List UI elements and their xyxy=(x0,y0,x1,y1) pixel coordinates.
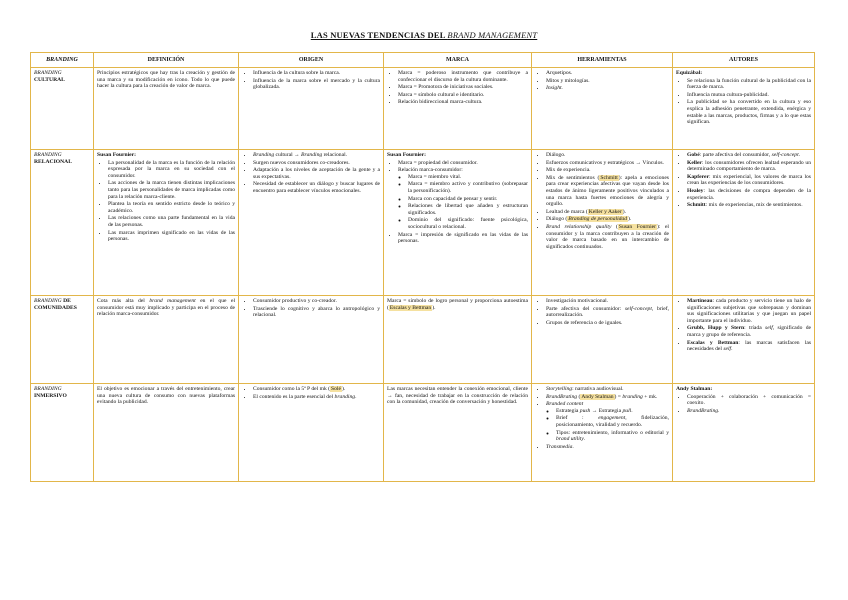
row-comunidades xyxy=(31,296,815,384)
list-item: • Consumidor como la 5ª P del mk (Solé). xyxy=(253,386,380,393)
inmersivo-definicion: El objetivo es emocionar a través del entretenimiento, crear una nueva cultura de consumo con nuevas plataformas evitando la publicidad. xyxy=(94,384,239,482)
row-cultural xyxy=(31,68,815,150)
relacional-herramientas xyxy=(532,150,673,296)
list-item: • Brand relationship quality (Susan Fournier): el consumidor y la marca contribuyen a la creación de valor de marca basado en un intercambio de significados continuados. xyxy=(546,224,669,250)
list-item: • Keller: los consumidores ofrecen lealtad esperando un determinado comportamiento de marca. xyxy=(687,160,811,173)
list-item: • La publicidad se ha convertido en la cultura y eso explica la adhesión penetrante, extendida, enérgica y estable a las marcas, productos, firmas y a lo que estas significan. xyxy=(687,99,811,125)
list-item: ◦ Tipos: entretenimiento, informativo o editorial y brand utility. xyxy=(556,430,669,443)
author-name: Equizábal: xyxy=(676,70,703,76)
comunidades-herramientas xyxy=(532,296,673,384)
header-definicion: DEFINICIÓN xyxy=(94,53,239,68)
list-item: • Grubb, Hupp y Stern: tríada self, significado de marca y grupo de referencia. xyxy=(687,325,811,338)
list-item: • Healey: las decisiones de compra dependen de la experiencia. xyxy=(687,188,811,201)
list-item: • Escalas y Bettman: las marcas satisfacen las necesidades del self. xyxy=(687,340,811,353)
list-item: • Marca = símbolo cultural e identitario. xyxy=(398,92,528,99)
row-inmersivo xyxy=(31,384,815,482)
list-item: • Marca = impresión de significado en las vidas de las personas. xyxy=(398,232,528,245)
author-name: Susan Fournier: xyxy=(97,152,137,158)
list-item: ◦ Relaciones de libertad que añaden y estructuran significados. xyxy=(408,203,528,216)
list-item: • Plantea la teoría en sentido estricto desde lo teórico y académico. xyxy=(108,201,235,214)
list-item: • Schmitt: mix de experiencias, mix de sentimientos. xyxy=(687,202,811,209)
comunidades-origen xyxy=(239,296,384,384)
list-item: • Influencia mutua cultura-publicidad. xyxy=(687,92,811,99)
header-herramientas: HERRAMIENTAS xyxy=(532,53,673,68)
inmersivo-autores xyxy=(673,384,815,482)
list-item: • Parte afectiva del consumidor: self-concept, brief, autorrealización. xyxy=(546,306,669,319)
list-item: • Mix de sentimientos (Schmitt): apela a emociones para crear experiencias afectivas que vayan desde los estados de ánimo ligeramente positivos vinculados a una marca hasta fuertes emociones de alegría y orgullo. xyxy=(546,175,669,208)
header-marca: MARCA xyxy=(384,53,532,68)
list-item: • Las marcas imprimen significado en las vidas de las personas. xyxy=(108,230,235,243)
relacional-origen xyxy=(239,150,384,296)
list-item: • Branding cultural → Branding relacional. xyxy=(253,152,380,159)
relacional-autores xyxy=(673,150,815,296)
list-item: • Martineau: cada producto y servicio tiene un halo de significaciones subjetivas que sobrepasan y dominan sus significaciones utilitarias y que juegan un papel importante para el individuo. xyxy=(687,298,811,324)
list-item: ◦ Brief : engagement, fidelización, posicionamiento, viralidad y recuerdo. xyxy=(556,415,669,428)
comunidades-marca: Marca = símbolo de logro personal y proporciona autoestima (Escalas y Bettman). xyxy=(384,296,532,384)
rowhead-inmersivo: BRANDING INMERSIVO xyxy=(31,384,94,482)
list-item: ◦ Dominio del significado: fuente psicológica, sociocultural o relacional. xyxy=(408,217,528,230)
header-branding: BRANDING xyxy=(31,53,94,68)
list-item: • Las acciones de la marca tienen distintas implicaciones tanto para las personalidades de marca implicadas como para la relación marca-cliente. xyxy=(108,180,235,200)
list-item: • BrandBrating. xyxy=(687,408,811,415)
list-item: • Consumidor productivo y co-creador. xyxy=(253,298,380,305)
header-origen: ORIGEN xyxy=(239,53,384,68)
inmersivo-origen xyxy=(239,384,384,482)
list-item: • Investigación motivacional. xyxy=(546,298,669,305)
rowhead-comunidades: BRANDING DE COMUNIDADES xyxy=(31,296,94,384)
comunidades-definicion: Cota más alta del brand management en el que el consumidor está muy implicado y participa en el proceso de relación marca-consumidor. xyxy=(94,296,239,384)
list-item: • Insight. xyxy=(546,85,669,92)
list-item: • Esfuerzos comunicativos y estratégicos → Vínculos. xyxy=(546,160,669,167)
list-item: • BrandBrating (Andy Stalman) = branding + mk. xyxy=(546,394,669,401)
list-item: • Storytelling: narrativa audiovisual. xyxy=(546,386,669,393)
list-item: • Marca = poderoso instrumento que contribuye a confeccionar el discurso de la cultura dominante. xyxy=(398,70,528,83)
list-item: • Transmedia. xyxy=(546,444,669,451)
brand-management-table xyxy=(30,52,815,482)
list-item: • Mix de experiencia. xyxy=(546,167,669,174)
list-item: • Trasciende lo cognitivo y abarca lo antropológico y relacional. xyxy=(253,306,380,319)
relacional-definicion xyxy=(94,150,239,296)
list-item: • Mitos y mitologías. xyxy=(546,78,669,85)
cultural-definicion: Principios estratégicos que hay tras la creación y gestión de una marca y su modificación en icono. Todo lo que puede hacer la cultura para la creación de valor de marca. xyxy=(94,68,239,150)
cultural-origen xyxy=(239,68,384,150)
list-item: ◦ Marca con capacidad de pensar y sentir. xyxy=(408,196,528,203)
row-relacional xyxy=(31,150,815,296)
list-item: • El contenido es la parte esencial del branding. xyxy=(253,394,380,401)
list-item: • Marca = Promotora de iniciativas sociales. xyxy=(398,84,528,91)
list-item: • Kapferer: mix experiencial, los valores de marca los crean las experiencias de los consumidores. xyxy=(687,174,811,187)
relacional-marca xyxy=(384,150,532,296)
list-item: ◦ Marca = miembro activo y contributivo (sobrepasar la personificación). xyxy=(408,181,528,194)
inmersivo-marca: Las marcas necesitan entender la conexión emocional, cliente → fan, necesidad de trabajar en la construcción de relación con la comunidad, creación de conversación y honestidad. xyxy=(384,384,532,482)
list-item: • Se relaciona la función cultural de la publicidad con la fuerza de marca. xyxy=(687,78,811,91)
list-item: • Diálogo (Branding de personalidad). xyxy=(546,216,669,223)
list-item: • Marca = propiedad del consumidor. xyxy=(398,160,528,167)
inmersivo-herramientas xyxy=(532,384,673,482)
list-item: • Adaptación a los niveles de aceptación de la gente y a sus expectativas. xyxy=(253,167,380,180)
list-item: • Las relaciones como una parte fundamental en la vida de las personas. xyxy=(108,215,235,228)
header-row xyxy=(31,53,815,68)
list-item: • Surgen nuevos consumidores co-creadores. xyxy=(253,160,380,167)
author-name: Andy Stalman: xyxy=(676,386,713,392)
list-item: • Relación bidireccional marca-cultura. xyxy=(398,99,528,106)
list-item: ◦ Estrategia push → Estrategia pull. xyxy=(556,408,669,415)
list-item: • Influencia de la marca sobre el mercado y la cultura globalizada. xyxy=(253,78,380,91)
rowhead-relacional: BRANDING RELACIONAL xyxy=(31,150,94,296)
list-item: • Lealtad de marca (Keller y Aaker). xyxy=(546,209,669,216)
list-item: • Arquetipos. xyxy=(546,70,669,77)
list-item: • Necesidad de establecer un diálogo y buscar lugares de encuentro para establecer vínculos emocionales. xyxy=(253,181,380,194)
cultural-autores xyxy=(673,68,815,150)
rowhead-cultural: BRANDING CULTURAL xyxy=(31,68,94,150)
cultural-marca xyxy=(384,68,532,150)
list-item: • Influencia de la cultura sobre la marca. xyxy=(253,70,380,77)
page-title: LAS NUEVAS TENDENCIAS DEL BRAND MANAGEMENT xyxy=(310,30,538,40)
list-item: • Branded content ◦ Estrategia push → Estrategia pull. ◦ Brief : engagement, fidelización, posicionamiento, viralidad y recuerdo. ◦ Tipos: entretenimiento, informativo o editorial y brand utility. xyxy=(546,401,669,443)
list-item: • Diálogo. xyxy=(546,152,669,159)
list-item: • Relación marca-consumidor: ◦ Marca = miembro vital. ◦ Marca = miembro activo y contributivo (sobrepasar la personificación). ◦ Marca con capacidad de pensar y sentir. ◦ Relaciones de libertad que añaden y estructuran significados. ◦ Dominio del significado: fuente psicológica, sociocultural o relacional. xyxy=(398,167,528,230)
comunidades-autores xyxy=(673,296,815,384)
list-item: • Grupos de referencia o de iguales. xyxy=(546,320,669,327)
list-item: • La personalidad de la marca es la función de la relación expresada por la marca en su sociedad con el consumidor. xyxy=(108,160,235,180)
author-name: Susan Fournier: xyxy=(387,152,427,158)
list-item: • Cooperación + colaboración + comunicación = coexito. xyxy=(687,394,811,407)
list-item: ◦ Marca = miembro vital. xyxy=(408,174,528,181)
header-autores: AUTORES xyxy=(673,53,815,68)
list-item: • Gobé: parte afectiva del consumidor, self-concept. xyxy=(687,152,811,159)
cultural-herramientas xyxy=(532,68,673,150)
